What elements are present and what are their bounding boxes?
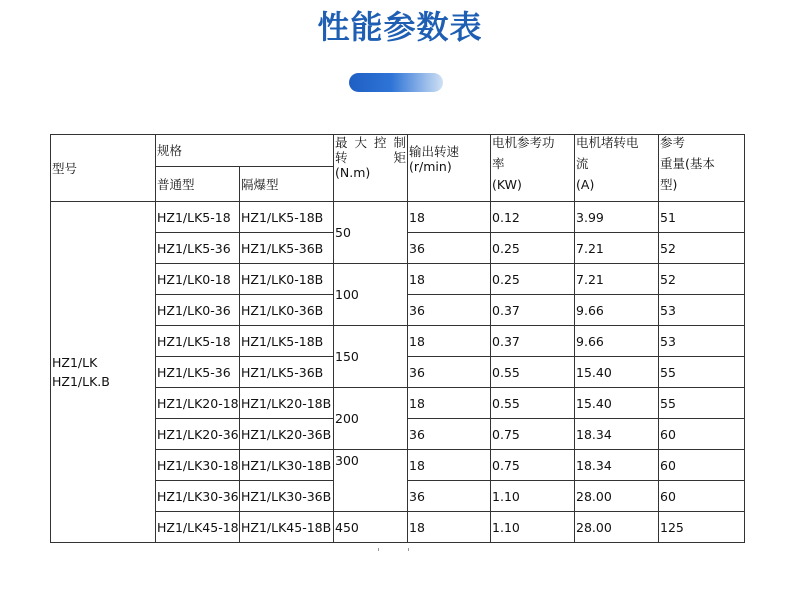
cell-explosion-proof: HZ1/LK5-36B <box>240 357 334 388</box>
model-name: HZ1/LK.B <box>52 374 110 389</box>
cell-stall: 18.34 <box>575 450 659 481</box>
header-torque-line2 <box>335 150 406 165</box>
cell-stall: 18.34 <box>575 419 659 450</box>
cell-power: 0.75 <box>491 450 575 481</box>
header-char: 矩 <box>393 150 407 165</box>
cell-explosion-proof: HZ1/LK20-18B <box>240 388 334 419</box>
cell-power: 1.10 <box>491 481 575 512</box>
cell-power: 0.25 <box>491 264 575 295</box>
cell-torque: 450 <box>334 512 408 543</box>
performance-table <box>50 134 745 543</box>
cell-normal: HZ1/LK5-36 <box>156 233 240 264</box>
cell-speed: 18 <box>408 264 491 295</box>
cell-speed: 36 <box>408 233 491 264</box>
model-name: HZ1/LK <box>52 355 98 370</box>
cell-normal: HZ1/LK20-18 <box>156 388 240 419</box>
cell-speed: 36 <box>408 481 491 512</box>
cell-stall: 15.40 <box>575 357 659 388</box>
header-weight-line1: 参考 <box>660 135 686 150</box>
cell-torque: 100 <box>334 264 408 326</box>
cell-explosion-proof: HZ1/LK30-36B <box>240 481 334 512</box>
cell-power: 0.55 <box>491 357 575 388</box>
page-title: 性能参数表 <box>317 8 483 46</box>
cell-stall: 9.66 <box>575 295 659 326</box>
cell-power: 0.55 <box>491 388 575 419</box>
header-weight-line3: 型) <box>660 177 678 192</box>
header-torque <box>334 135 408 202</box>
cell-power: 0.37 <box>491 295 575 326</box>
header-power-line2: 率 <box>492 156 505 171</box>
header-speed-label: 输出转速 <box>409 144 460 159</box>
cell-explosion-proof: HZ1/LK0-36B <box>240 295 334 326</box>
header-spec: 规格 <box>156 135 334 167</box>
header-normal: 普通型 <box>156 167 240 202</box>
cell-power: 0.37 <box>491 326 575 357</box>
header-stall-unit: (A) <box>576 177 595 192</box>
table-row <box>51 202 745 233</box>
header-stall-line1: 电机堵转电 <box>576 135 639 150</box>
cell-speed: 18 <box>408 512 491 543</box>
cell-speed: 18 <box>408 326 491 357</box>
header-model: 型号 <box>51 135 156 202</box>
table-row <box>51 326 745 357</box>
header-torque-unit: (N.m) <box>335 165 371 180</box>
header-power <box>491 135 575 202</box>
cell-explosion-proof: HZ1/LK45-18B <box>240 512 334 543</box>
header-char: 最 <box>335 135 348 150</box>
cell-weight: 53 <box>659 326 745 357</box>
cell-explosion-proof: HZ1/LK5-36B <box>240 233 334 264</box>
cell-weight: 60 <box>659 481 745 512</box>
table-row <box>51 450 745 481</box>
cell-explosion-proof: HZ1/LK20-36B <box>240 419 334 450</box>
header-char: 转 <box>335 150 348 165</box>
header-stall <box>575 135 659 202</box>
cell-speed: 18 <box>408 202 491 233</box>
cell-stall: 3.99 <box>575 202 659 233</box>
header-weight <box>659 135 745 202</box>
cell-weight: 53 <box>659 295 745 326</box>
cell-power: 0.25 <box>491 233 575 264</box>
cell-torque: 300 <box>334 450 408 512</box>
cell-weight: 60 <box>659 450 745 481</box>
header-speed-unit: (r/min) <box>409 159 452 174</box>
cell-stall: 28.00 <box>575 481 659 512</box>
cell-normal: HZ1/LK0-36 <box>156 295 240 326</box>
cell-speed: 18 <box>408 388 491 419</box>
cell-weight: 125 <box>659 512 745 543</box>
cell-speed: 18 <box>408 450 491 481</box>
cell-normal: HZ1/LK5-18 <box>156 326 240 357</box>
bottom-tick-marks <box>378 548 418 554</box>
cell-power: 1.10 <box>491 512 575 543</box>
cell-torque: 200 <box>334 388 408 450</box>
header-char: 控 <box>373 135 387 150</box>
cell-normal: HZ1/LK0-18 <box>156 264 240 295</box>
header-speed <box>408 135 491 202</box>
cell-normal: HZ1/LK45-18 <box>156 512 240 543</box>
cell-normal: HZ1/LK30-18 <box>156 450 240 481</box>
cell-weight: 51 <box>659 202 745 233</box>
cell-power: 0.75 <box>491 419 575 450</box>
cell-normal: HZ1/LK5-18 <box>156 202 240 233</box>
header-power-line1: 电机参考功 <box>492 135 555 150</box>
cell-power: 0.12 <box>491 202 575 233</box>
cell-explosion-proof: HZ1/LK5-18B <box>240 326 334 357</box>
cell-weight: 55 <box>659 388 745 419</box>
cell-normal: HZ1/LK5-36 <box>156 357 240 388</box>
cell-stall: 15.40 <box>575 388 659 419</box>
header-stall-line2: 流 <box>576 156 589 171</box>
cell-stall: 7.21 <box>575 264 659 295</box>
table-row <box>51 388 745 419</box>
cell-speed: 36 <box>408 419 491 450</box>
model-cell <box>51 202 156 543</box>
title-accent-bar <box>349 73 443 92</box>
table-row <box>51 512 745 543</box>
cell-weight: 52 <box>659 233 745 264</box>
cell-explosion-proof: HZ1/LK0-18B <box>240 264 334 295</box>
cell-stall: 9.66 <box>575 326 659 357</box>
cell-weight: 52 <box>659 264 745 295</box>
header-explosion-proof: 隔爆型 <box>240 167 334 202</box>
cell-weight: 55 <box>659 357 745 388</box>
cell-explosion-proof: HZ1/LK30-18B <box>240 450 334 481</box>
table-row <box>51 264 745 295</box>
cell-torque: 150 <box>334 326 408 388</box>
header-char: 制 <box>393 135 406 150</box>
cell-speed: 36 <box>408 295 491 326</box>
header-char: 大 <box>354 135 368 150</box>
header-weight-line2: 重量(基本 <box>660 156 715 171</box>
header-row-1 <box>51 135 745 167</box>
cell-normal: HZ1/LK30-36 <box>156 481 240 512</box>
cell-speed: 36 <box>408 357 491 388</box>
cell-stall: 28.00 <box>575 512 659 543</box>
cell-weight: 60 <box>659 419 745 450</box>
cell-normal: HZ1/LK20-36 <box>156 419 240 450</box>
cell-torque: 50 <box>334 202 408 264</box>
cell-explosion-proof: HZ1/LK5-18B <box>240 202 334 233</box>
cell-stall: 7.21 <box>575 233 659 264</box>
header-power-unit: (KW) <box>492 177 522 192</box>
header-torque-line1 <box>335 135 406 150</box>
